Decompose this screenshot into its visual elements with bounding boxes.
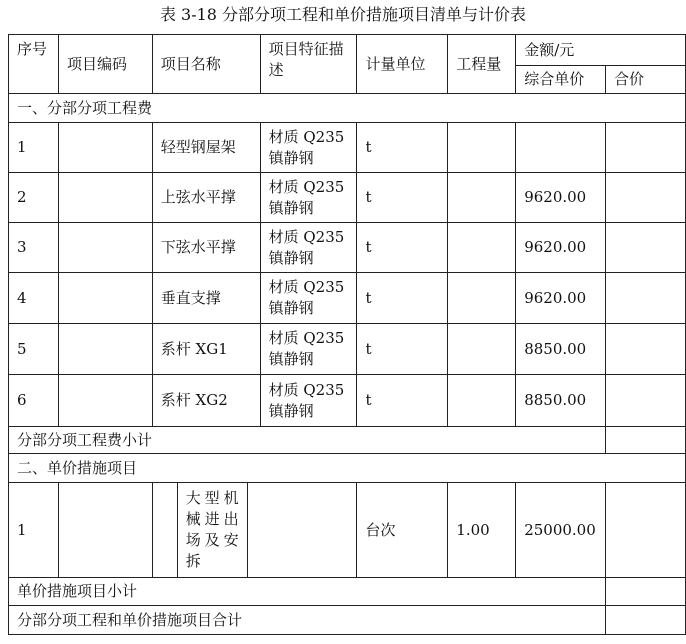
row-seq: 5 <box>9 324 59 375</box>
row-unit: t <box>357 223 448 273</box>
table-row <box>9 223 686 273</box>
table-row <box>9 123 686 173</box>
row-qty <box>448 375 516 427</box>
row-unit-price <box>516 123 606 173</box>
row-desc: 材质 Q235 镇静钢 <box>260 223 357 273</box>
row-qty <box>448 273 516 324</box>
row-name: 大型机械进出场及安拆 <box>177 483 247 578</box>
grand-total-value <box>606 606 686 635</box>
row-unit: t <box>357 173 448 223</box>
row-name: 上弦水平撑 <box>152 173 260 223</box>
row-qty: 1.00 <box>448 483 516 578</box>
header-name: 项目名称 <box>152 35 260 94</box>
table-row <box>9 324 686 375</box>
row-code <box>58 123 152 173</box>
row-spacer <box>152 483 177 578</box>
subtotal-label: 单价措施项目小计 <box>9 578 606 606</box>
row-name: 下弦水平撑 <box>152 223 260 273</box>
row-seq: 1 <box>9 483 59 578</box>
subtotal-value <box>606 427 686 454</box>
row-total <box>606 273 686 324</box>
row-qty <box>448 173 516 223</box>
table-row <box>9 375 686 427</box>
row-unit-price: 9620.00 <box>516 173 606 223</box>
grand-total-label: 分部分项工程和单价措施项目合计 <box>9 606 606 635</box>
row-total <box>606 173 686 223</box>
subtotal-row <box>9 578 686 606</box>
subtotal-label: 分部分项工程费小计 <box>9 427 606 454</box>
row-desc: 材质 Q235 镇静钢 <box>260 173 357 223</box>
header-desc: 项目特征描述 <box>260 35 357 94</box>
row-qty <box>448 223 516 273</box>
section-title: 二、单价措施项目 <box>9 454 686 483</box>
row-unit: t <box>357 375 448 427</box>
header-total: 合价 <box>606 66 686 94</box>
row-desc: 材质 Q235 镇静钢 <box>260 375 357 427</box>
header-seq: 序号 <box>9 35 59 94</box>
row-unit-price: 25000.00 <box>516 483 606 578</box>
row-total <box>606 223 686 273</box>
header-amount: 金额/元 <box>516 35 686 66</box>
row-name: 系杆 XG2 <box>152 375 260 427</box>
row-code <box>58 223 152 273</box>
header-code: 项目编码 <box>58 35 152 94</box>
row-total <box>606 324 686 375</box>
header-unit: 计量单位 <box>357 35 448 94</box>
row-seq: 2 <box>9 173 59 223</box>
row-unit: 台次 <box>357 483 448 578</box>
subtotal-value <box>606 578 686 606</box>
row-name: 垂直支撑 <box>152 273 260 324</box>
row-code <box>58 324 152 375</box>
row-unit-price: 8850.00 <box>516 324 606 375</box>
row-unit-price: 9620.00 <box>516 223 606 273</box>
row-seq: 4 <box>9 273 59 324</box>
row-name: 系杆 XG1 <box>152 324 260 375</box>
section-title: 一、分部分项工程费 <box>9 94 686 123</box>
row-desc: 材质 Q235 镇静钢 <box>260 123 357 173</box>
row-total <box>606 483 686 578</box>
row-unit: t <box>357 273 448 324</box>
row-qty <box>448 123 516 173</box>
row-desc <box>247 483 357 578</box>
row-total <box>606 123 686 173</box>
header-qty: 工程量 <box>448 35 516 94</box>
grand-total-row <box>9 606 686 635</box>
header-unit-price: 综合单价 <box>516 66 606 94</box>
row-code <box>58 375 152 427</box>
row-code <box>58 173 152 223</box>
row-unit-price: 8850.00 <box>516 375 606 427</box>
row-seq: 1 <box>9 123 59 173</box>
bill-of-quantities-table <box>8 34 686 635</box>
row-unit: t <box>357 123 448 173</box>
table-row <box>9 483 686 578</box>
row-desc: 材质 Q235 镇静钢 <box>260 273 357 324</box>
row-seq: 6 <box>9 375 59 427</box>
table-title: 表 3-18 分部分项工程和单价措施项目清单与计价表 <box>159 5 527 24</box>
row-seq: 3 <box>9 223 59 273</box>
table-row <box>9 173 686 223</box>
row-qty <box>448 324 516 375</box>
row-unit-price: 9620.00 <box>516 273 606 324</box>
row-total <box>606 375 686 427</box>
row-desc: 材质 Q235 镇静钢 <box>260 324 357 375</box>
subtotal-row <box>9 427 686 454</box>
row-unit: t <box>357 324 448 375</box>
table-row <box>9 273 686 324</box>
row-code <box>58 483 152 578</box>
row-name: 轻型钢屋架 <box>152 123 260 173</box>
row-code <box>58 273 152 324</box>
